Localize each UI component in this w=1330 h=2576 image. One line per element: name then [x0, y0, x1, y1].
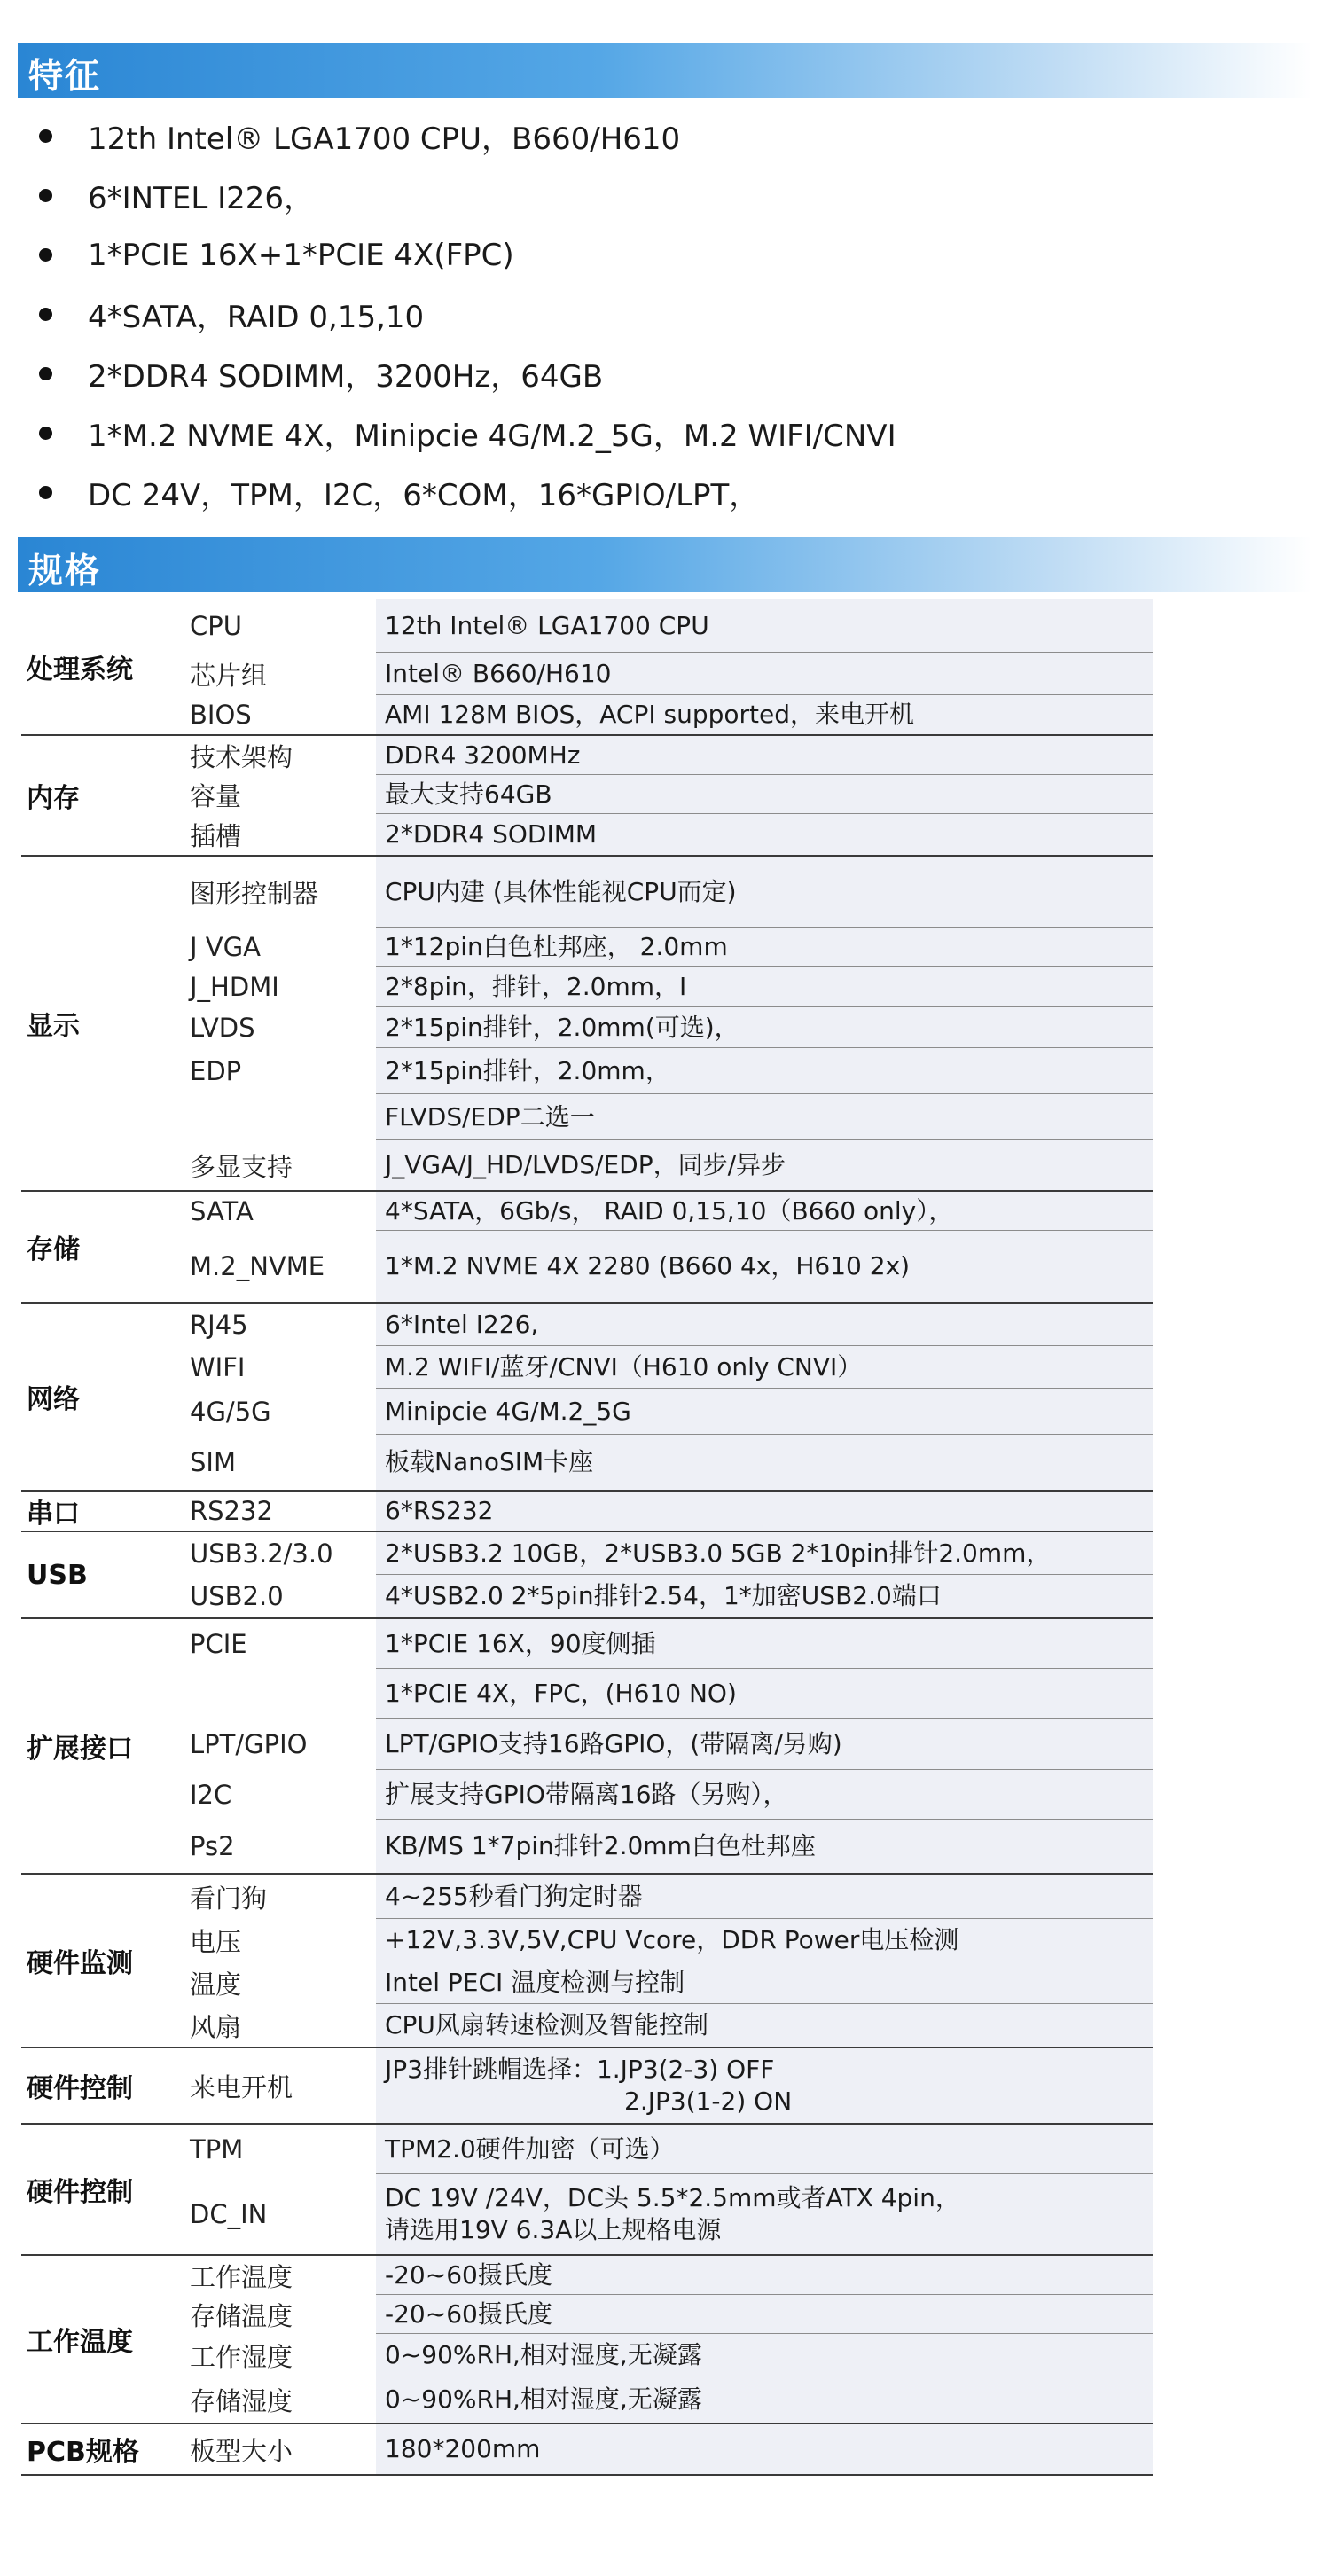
spec-value	[376, 2174, 1153, 2254]
spec-value-line: 4*SATA，6Gb/s， RAID 0,15,10（B660 only），	[385, 1195, 954, 1225]
bullet-icon	[39, 427, 52, 440]
feature-text: 1*PCIE 16X+1*PCIE 4X(FPC)	[88, 237, 514, 273]
spec-value	[376, 775, 1153, 814]
spec-group	[21, 1304, 1153, 1492]
spec-value-line: CPU内建 (具体性能视CPU而定)	[385, 876, 737, 906]
spec-value-line: M.2 WIFI/蓝牙/CNVI（H610 only CNVI）	[385, 1351, 863, 1382]
spec-value-line: 1*M.2 NVME 4X 2280 (B660 4x，H610 2x)	[385, 1251, 911, 1280]
spec-value	[376, 736, 1153, 775]
spec-label: 电压	[190, 1926, 242, 1957]
spec-label: BIOS	[190, 700, 252, 730]
spec-group	[21, 2256, 1153, 2424]
spec-row	[181, 775, 1153, 814]
spec-row	[181, 1619, 1153, 1669]
feature-item	[32, 166, 1291, 225]
spec-value	[376, 2125, 1153, 2174]
spec-row	[181, 2334, 1153, 2376]
spec-value-line: 180*200mm	[385, 2434, 541, 2463]
spec-group	[21, 1619, 1153, 1875]
spec-label: RJ45	[190, 1310, 248, 1340]
spec-value-line: 1*PCIE 4X，FPC，(H610 NO)	[385, 1678, 737, 1708]
spec-row	[181, 1192, 1153, 1231]
spec-label: 图形控制器	[190, 878, 319, 909]
spec-row	[181, 1669, 1153, 1719]
spec-value	[376, 814, 1153, 855]
spec-value	[376, 1346, 1153, 1389]
spec-value-line: 1*12pin白色杜邦座， 2.0mm	[385, 931, 728, 961]
spec-value-line: 2*USB3.2 10GB，2*USB3.0 5GB 2*10pin排针2.0mm，	[385, 1538, 1052, 1568]
spec-category: 串口	[27, 1499, 80, 1530]
spec-label: DC_IN	[190, 2199, 268, 2229]
spec-value-line: 2*8pin，排针，2.0mm，I	[385, 971, 687, 1001]
bullet-icon	[39, 129, 52, 143]
feature-item	[32, 225, 1291, 285]
spec-value	[376, 1719, 1153, 1770]
spec-row	[181, 1961, 1153, 2004]
spec-group	[21, 2048, 1153, 2125]
spec-value-line: 1*PCIE 16X，90度侧插	[385, 1628, 656, 1658]
spec-label: I2C	[190, 1780, 232, 1810]
feature-item	[32, 463, 1291, 522]
spec-value	[376, 2048, 1153, 2123]
spec-category: PCB规格	[27, 2437, 139, 2468]
spec-value	[376, 1961, 1153, 2004]
spec-value	[376, 1820, 1153, 1873]
spec-row	[181, 1719, 1153, 1770]
spec-value	[376, 1770, 1153, 1820]
feature-text: 2*DDR4 SODIMM，3200Hz，64GB	[88, 359, 604, 395]
spec-label: LVDS	[190, 1013, 255, 1043]
spec-row	[181, 2125, 1153, 2174]
spec-category: 内存	[27, 783, 80, 814]
spec-value-line: -20~60摄氏度	[385, 2298, 552, 2329]
spec-label: USB3.2/3.0	[190, 1539, 333, 1569]
spec-value	[376, 1492, 1153, 1531]
spec-category: 硬件监测	[27, 1948, 133, 1979]
spec-value-line: 最大支持64GB	[385, 779, 552, 809]
spec-label	[181, 1094, 376, 1140]
spec-value	[376, 1231, 1153, 1302]
spec-label: 容量	[190, 780, 242, 811]
spec-label	[181, 1669, 376, 1719]
bullet-icon	[39, 367, 52, 380]
spec-value	[376, 653, 1153, 695]
spec-label: 多显支持	[190, 1151, 293, 1182]
spec-row	[181, 1575, 1153, 1617]
spec-label: Ps2	[190, 1831, 235, 1861]
spec-value	[376, 1192, 1153, 1231]
feature-text: 1*M.2 NVME 4X，Minipcie 4G/M.2_5G，M.2 WIFI/CNVI	[88, 419, 896, 454]
spec-label: 技术架构	[190, 741, 293, 772]
spec-row	[181, 1820, 1153, 1873]
spec-value-line: Intel PECI 温度检测与控制	[385, 1967, 685, 1997]
spec-value-line: Minipcie 4G/M.2_5G	[385, 1396, 631, 1426]
spec-category: 处理系统	[27, 654, 133, 685]
spec-label: PCIE	[190, 1629, 247, 1659]
spec-label: J_HDMI	[190, 972, 279, 1002]
spec-label: TPM	[190, 2134, 244, 2165]
spec-value	[376, 1532, 1153, 1575]
spec-value-line: 2.JP3(1-2) ON	[624, 2087, 793, 2116]
spec-value-line: 板载NanoSIM卡座	[385, 1447, 594, 1476]
spec-group	[21, 1875, 1153, 2048]
spec-value-line: AMI 128M BIOS，ACPI supported，来电开机	[385, 700, 915, 729]
spec-value-line: +12V,3.3V,5V,CPU Vcore，DDR Power电压检测	[385, 1924, 959, 1954]
spec-category: USB	[27, 1559, 88, 1591]
spec-label: 存储湿度	[190, 2385, 293, 2416]
spec-group	[21, 1532, 1153, 1619]
spec-row	[181, 653, 1153, 695]
spec-row	[181, 1875, 1153, 1919]
spec-value-line: Intel® B660/H610	[385, 658, 612, 688]
spec-row	[181, 695, 1153, 734]
spec-row	[181, 1231, 1153, 1302]
spec-value-line: 12th Intel® LGA1700 CPU	[385, 610, 709, 640]
spec-value	[376, 1875, 1153, 1919]
spec-row	[181, 814, 1153, 855]
spec-row	[181, 928, 1153, 967]
spec-value	[376, 2256, 1153, 2295]
spec-value	[376, 1007, 1153, 1048]
spec-value-line: JP3排针跳帽选择：1.JP3(2-3) OFF	[385, 2055, 775, 2084]
spec-value-line: 6*RS232	[385, 1496, 494, 1525]
bullet-icon	[39, 308, 52, 321]
spec-value	[376, 1140, 1153, 1190]
spec-row	[181, 599, 1153, 653]
spec-label: 存储温度	[190, 2300, 293, 2331]
spec-group	[21, 857, 1153, 1192]
spec-label: USB2.0	[190, 1581, 284, 1611]
spec-label: 芯片组	[190, 660, 268, 691]
spec-row	[181, 1304, 1153, 1346]
spec-value	[376, 1094, 1153, 1140]
spec-value	[376, 2295, 1153, 2334]
spec-label: LPT/GPIO	[190, 1729, 308, 1759]
spec-group	[21, 2424, 1153, 2476]
spec-label: WIFI	[190, 1352, 246, 1382]
spec-row	[181, 1492, 1153, 1531]
spec-label: 插槽	[190, 820, 242, 851]
bullet-icon	[39, 248, 52, 262]
spec-value-line: J_VGA/J_HD/LVDS/EDP，同步/异步	[385, 1150, 786, 1179]
spec-row	[181, 1346, 1153, 1389]
feature-text: 6*INTEL I226，	[88, 181, 315, 216]
spec-row	[181, 2424, 1153, 2474]
spec-row	[181, 2174, 1153, 2254]
spec-row	[181, 2004, 1153, 2047]
feature-item	[32, 285, 1291, 344]
bullet-icon	[39, 189, 52, 202]
bullet-icon	[39, 486, 52, 499]
spec-label: 风扇	[190, 2011, 242, 2042]
spec-group	[21, 2125, 1153, 2256]
features-title: 特征	[28, 57, 102, 97]
spec-value-line: DDR4 3200MHz	[385, 740, 581, 770]
spec-value	[376, 1619, 1153, 1669]
spec-value	[376, 695, 1153, 734]
spec-value-line: 4~255秒看门狗定时器	[385, 1881, 643, 1911]
spec-label: 工作温度	[190, 2261, 293, 2292]
spec-label: RS232	[190, 1496, 273, 1526]
spec-row	[181, 857, 1153, 928]
spec-row	[181, 2256, 1153, 2295]
feature-item	[32, 403, 1291, 463]
spec-value-line: 2*DDR4 SODIMM	[385, 819, 598, 849]
spec-value	[376, 599, 1153, 653]
specs-banner	[18, 537, 1312, 592]
spec-group	[21, 1492, 1153, 1532]
spec-row	[181, 1140, 1153, 1190]
specs-title: 规格	[28, 552, 102, 591]
spec-row	[181, 1007, 1153, 1048]
feature-text: DC 24V，TPM，I2C，6*COM，16*GPIO/LPT，	[88, 478, 760, 513]
spec-value-line: DC 19V /24V，DC头 5.5*2.5mm或者ATX 4pin，	[385, 2183, 960, 2212]
spec-value-line: LPT/GPIO支持16路GPIO，(带隔离/另购)	[385, 1728, 842, 1758]
spec-row	[181, 2376, 1153, 2423]
spec-value	[376, 1048, 1153, 1094]
spec-row	[181, 1532, 1153, 1575]
spec-group	[21, 736, 1153, 857]
feature-text: 4*SATA，RAID 0,15,10	[88, 300, 425, 335]
spec-row	[181, 1435, 1153, 1490]
feature-text: 12th Intel® LGA1700 CPU，B660/H610	[88, 121, 681, 157]
spec-group	[21, 1192, 1153, 1304]
spec-label: SIM	[190, 1447, 236, 1477]
features-banner	[18, 43, 1312, 98]
spec-row	[181, 1048, 1153, 1094]
spec-value	[376, 857, 1153, 928]
spec-label: 工作湿度	[190, 2341, 293, 2372]
spec-category: 显示	[27, 1011, 80, 1042]
spec-value	[376, 2424, 1153, 2474]
spec-value-line: 请选用19V 6.3A以上规格电源	[385, 2215, 722, 2244]
spec-category: 存储	[27, 1234, 80, 1265]
spec-value	[376, 2376, 1153, 2423]
spec-value-line: 2*15pin排针，2.0mm，	[385, 1055, 670, 1085]
spec-value-line: 扩展支持GPIO带隔离16路（另购），	[385, 1779, 788, 1809]
spec-row	[181, 1919, 1153, 1961]
spec-value-line: 6*Intel I226,	[385, 1309, 539, 1339]
spec-value-line: 0~90%RH,相对湿度,无凝露	[385, 2384, 702, 2414]
spec-value	[376, 1304, 1153, 1346]
spec-value-line: KB/MS 1*7pin排针2.0mm白色杜邦座	[385, 1831, 816, 1860]
spec-value	[376, 2334, 1153, 2376]
spec-category: 工作温度	[27, 2327, 133, 2358]
spec-label: M.2_NVME	[190, 1251, 325, 1281]
spec-label: 来电开机	[190, 2071, 293, 2102]
spec-row	[181, 2295, 1153, 2334]
spec-value-line: FLVDS/EDP二选一	[385, 1101, 595, 1131]
spec-label: SATA	[190, 1196, 254, 1226]
spec-value	[376, 967, 1153, 1007]
spec-value-line: 4*USB2.0 2*5pin排针2.54，1*加密USB2.0端口	[385, 1581, 942, 1610]
spec-label: 板型大小	[190, 2435, 293, 2466]
spec-row	[181, 736, 1153, 775]
spec-category: 扩展接口	[27, 1734, 133, 1765]
spec-value	[376, 1435, 1153, 1490]
spec-category: 网络	[27, 1384, 80, 1415]
spec-row	[181, 967, 1153, 1007]
spec-value-line: -20~60摄氏度	[385, 2259, 552, 2290]
spec-value	[376, 1669, 1153, 1719]
spec-category: 硬件控制	[27, 2073, 133, 2104]
features-list	[32, 106, 1291, 522]
spec-value-line: TPM2.0硬件加密（可选）	[385, 2134, 675, 2164]
spec-label: EDP	[190, 1056, 242, 1086]
spec-value	[376, 928, 1153, 967]
spec-value	[376, 1919, 1153, 1961]
spec-value	[376, 1575, 1153, 1617]
spec-row	[181, 2048, 1153, 2123]
spec-category: 硬件控制	[27, 2177, 133, 2208]
spec-label: 4G/5G	[190, 1397, 271, 1427]
spec-value	[376, 1389, 1153, 1435]
spec-value	[376, 2004, 1153, 2047]
spec-row	[181, 1770, 1153, 1820]
spec-value-line: 0~90%RH,相对湿度,无凝露	[385, 2339, 702, 2369]
spec-row	[181, 1389, 1153, 1435]
spec-label: 看门狗	[190, 1883, 268, 1914]
spec-group	[21, 599, 1153, 736]
spec-label: CPU	[190, 611, 242, 641]
spec-label: J VGA	[190, 932, 261, 962]
feature-item	[32, 106, 1291, 166]
feature-item	[32, 344, 1291, 403]
spec-label: 温度	[190, 1969, 242, 2000]
spec-value-line: 2*15pin排针，2.0mm(可选)，	[385, 1012, 739, 1042]
spec-row	[181, 1094, 1153, 1140]
spec-value-line: CPU风扇转速检测及智能控制	[385, 2010, 708, 2040]
spec-table	[21, 599, 1153, 2476]
